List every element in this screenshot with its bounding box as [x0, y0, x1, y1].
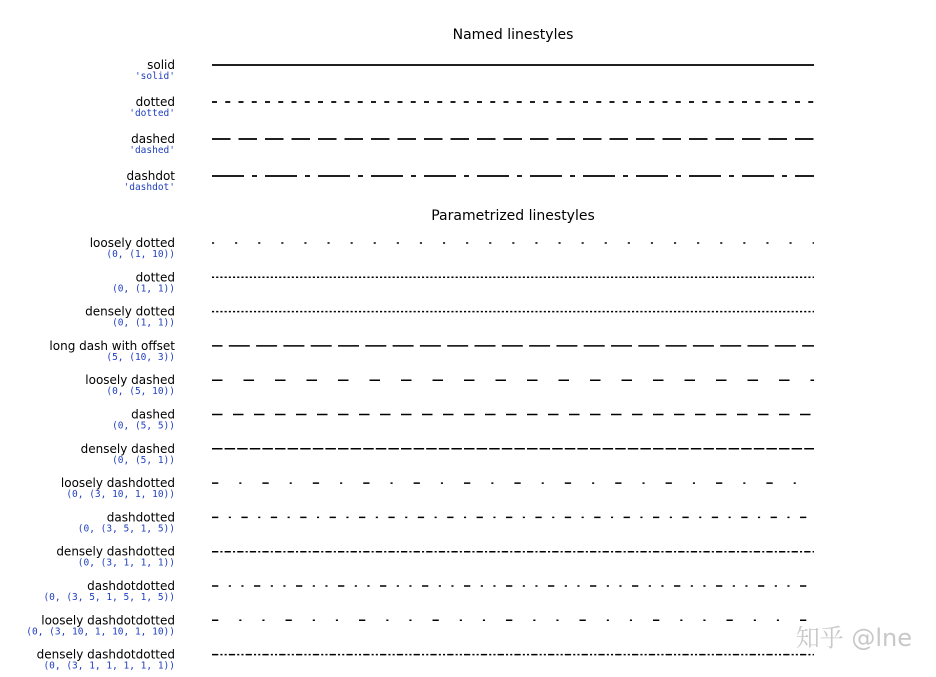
- linestyle-row-solid: [135, 58, 814, 82]
- linestyle-code: (0, (3, 1, 1, 1)): [77, 557, 175, 569]
- linestyle-row-densely-dashdotted: [56, 545, 814, 569]
- linestyle-label: loosely dotted: [89, 236, 175, 250]
- linestyle-row-dotted: [129, 95, 814, 119]
- linestyle-row-dashdotted: [78, 510, 814, 534]
- linestyle-row-dashed: [112, 408, 814, 432]
- linestyle-code: (5, (10, 3)): [106, 351, 175, 363]
- linestyle-row-densely-dashdotdotted: [37, 648, 814, 672]
- linestyle-row-loosely-dashdotdotted: [26, 613, 814, 637]
- linestyle-code: 'dashed': [129, 145, 175, 156]
- linestyle-code: (0, (3, 10, 1, 10, 1, 10)): [26, 626, 175, 638]
- linestyle-code: 'dotted': [129, 108, 175, 119]
- linestyle-row-long-dash-with-offset: [49, 339, 814, 363]
- parametrized-linestyles-title: Parametrized linestyles: [431, 208, 595, 224]
- linestyle-row-densely-dotted: [85, 305, 814, 329]
- linestyle-code: (0, (5, 1)): [112, 454, 175, 466]
- linestyle-label: dotted: [135, 270, 175, 285]
- named-linestyles-title: Named linestyles: [452, 27, 574, 43]
- linestyle-code: (0, (3, 1, 1, 1, 1, 1)): [43, 660, 175, 672]
- linestyle-code: (0, (3, 5, 1, 5)): [77, 523, 175, 535]
- linestyle-code: (0, (1, 1)): [112, 317, 175, 329]
- linestyle-row-loosely-dotted: [90, 236, 814, 260]
- linestyle-label: dashdotted: [106, 510, 175, 525]
- linestyle-row-dashdot: [124, 169, 814, 193]
- linestyle-label: densely dashdotdotted: [36, 647, 175, 662]
- linestyle-label: dashdot: [126, 169, 175, 183]
- linestyle-row-loosely-dashdotted: [61, 476, 814, 500]
- linestyle-row-dashdotdotted: [43, 579, 814, 603]
- linestyle-code: (0, (1, 10)): [106, 249, 175, 260]
- linestyle-code: (0, (3, 5, 1, 5, 1, 5)): [43, 592, 175, 603]
- linestyle-row-loosely-dashed: [85, 373, 814, 397]
- linestyle-row-densely-dashed: [81, 442, 814, 466]
- linestyle-label: long dash with offset: [49, 338, 175, 353]
- watermark: 知乎 @lne: [795, 624, 912, 652]
- linestyle-label: densely dashdotted: [56, 544, 175, 559]
- linestyle-code: (0, (5, 5)): [112, 420, 175, 432]
- linestyle-row-dashed: [129, 132, 814, 156]
- linestyle-label: densely dotted: [85, 304, 175, 319]
- linestyle-label: densely dashed: [80, 441, 175, 456]
- linestyle-row-dotted: [112, 270, 814, 294]
- parametrized-linestyles-panel: [26, 208, 814, 672]
- linestyle-label: dotted: [135, 95, 175, 109]
- linestyle-label: solid: [147, 58, 175, 72]
- linestyle-code: (0, (1, 1)): [112, 283, 175, 295]
- linestyle-code: 'solid': [134, 71, 175, 82]
- linestyle-label: dashdotdotted: [87, 579, 175, 593]
- linestyle-code: (0, (3, 10, 1, 10)): [66, 489, 175, 501]
- linestyle-label: loosely dashed: [85, 373, 175, 388]
- named-linestyles-panel: [124, 27, 814, 193]
- linestyle-code: (0, (5, 10)): [106, 386, 175, 398]
- linestyle-label: dashed: [131, 132, 175, 146]
- linestyle-label: dashed: [131, 407, 175, 422]
- linestyle-code: 'dashdot': [123, 182, 175, 193]
- linestyle-label: loosely dashdotted: [60, 476, 175, 491]
- linestyle-label: loosely dashdotdotted: [41, 613, 175, 628]
